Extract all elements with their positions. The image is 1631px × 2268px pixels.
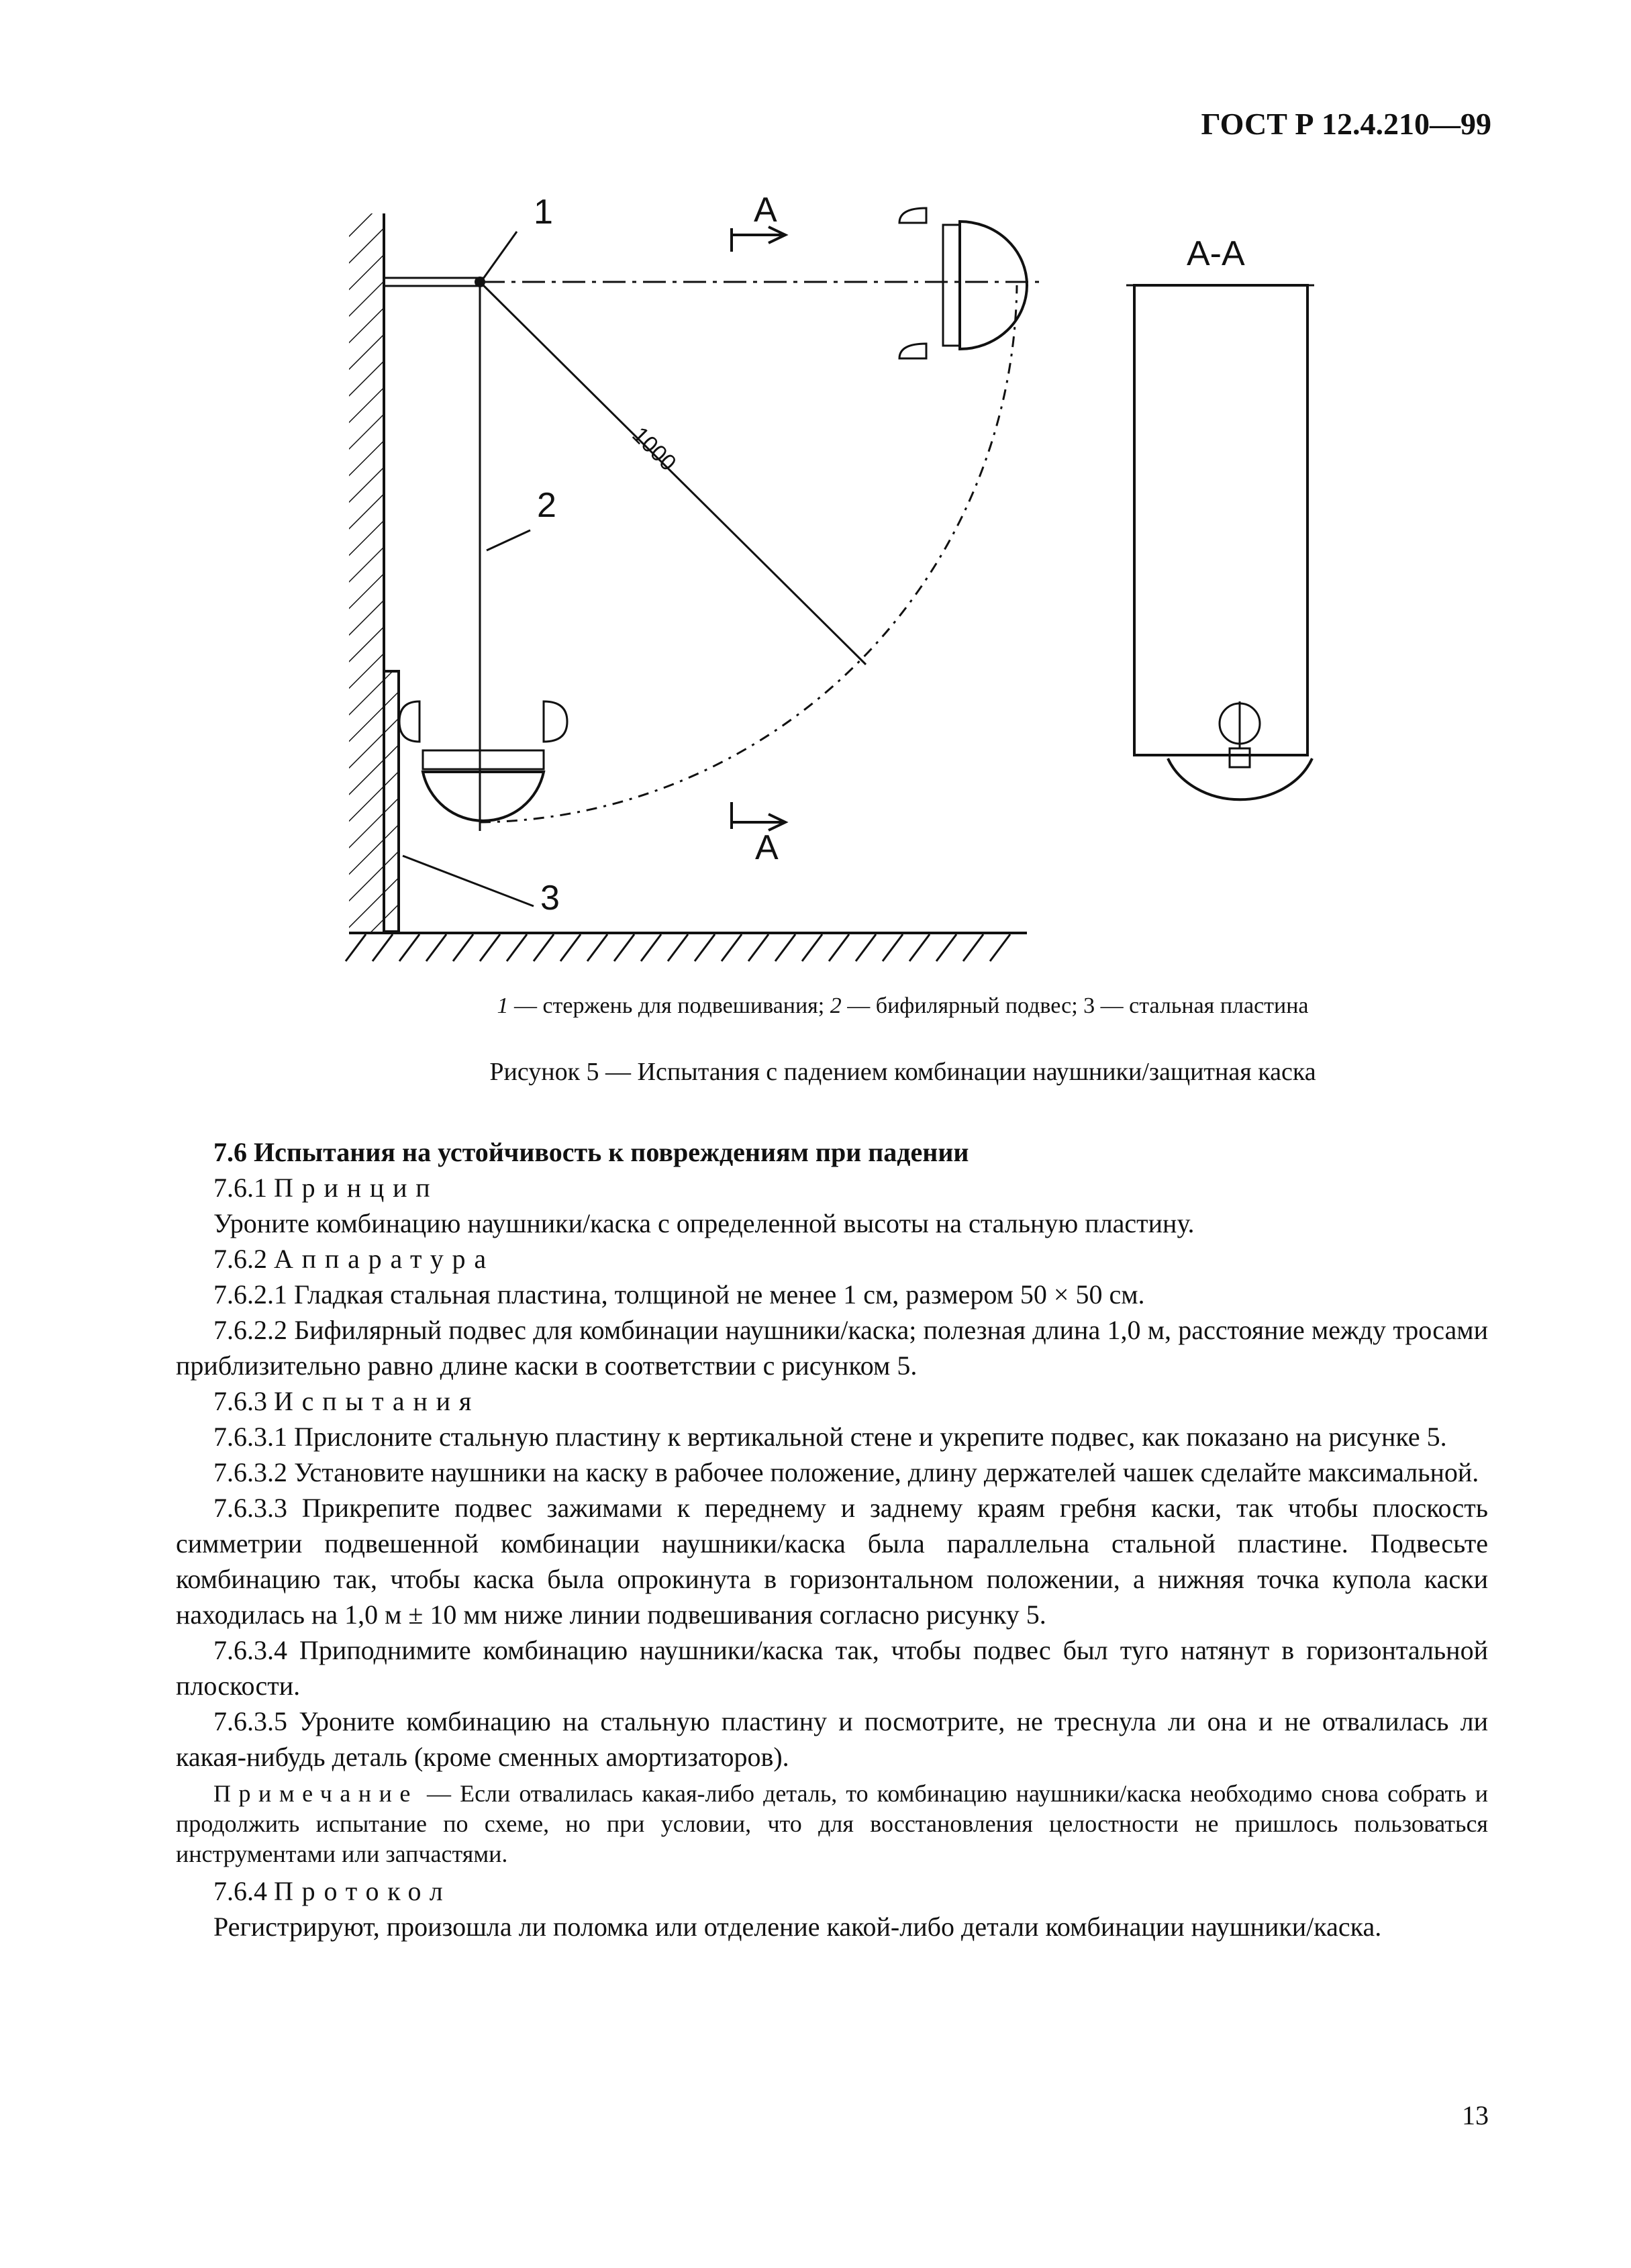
figure-legend: 1 — стержень для подвешивания; 2 — бифилярный подвес; 3 — стальная пластина [497,993,1309,1018]
paragraph-7-6-2-2: 7.6.2.2 Бифилярный подвес для комбинации наушники/каска; полезная длина 1,0 м, расстояние между тросами приблизительно равно длине каски в соответствии с рисунком 5. [176,1315,1488,1381]
label-2: 2 [537,486,556,525]
section-title: А-А [1187,234,1245,273]
section-heading: 7.6 Испытания на устойчивость к повреждениям при падении [213,1137,969,1167]
figure-5-drawing [0,0,1631,980]
radius-line [480,282,866,664]
paragraph-7-6-2-1: 7.6.2.1 Гладкая стальная пластина, толщиной не менее 1 см, размером 50 × 50 см. [213,1279,1145,1310]
section-7-6: 7.6 Испытания на устойчивость к повреждениям при падении 7.6.1 Принцип Уроните комбинацию наушники/каска с определенной высоты на стальную пластину. 7.6.2 Аппаратура 7.6.2.1 Гладкая стальная пластина, толщиной не менее 1 см, размером 50 × 50 см. 7.6.2.2 Бифилярный подвес для комбинации наушники/каска; полезная длина 1,0 м, расстояние между тросами приблизительно равно длине каски в соответствии с рисунком 5. 7.6.3 Испытания 7.6.3.1 Прислоните стальную пластину к вертикальной стене и укрепите подвес, как показано на рисунке 5. 7.6.3.2 Установите наушники на каску в рабочее положение, длину держателей чашек сделайте максимальной. 7.6.3.3 Прикрепите подвес зажимами к переднему и заднему краям гребня каски, так чтобы плоскость симметрии подвешенной комбинации наушники/каска была параллельна стальной пластине. Подвесьте комбинацию так, чтобы каска была опрокинута в горизонтальном положении, а нижняя точка купола каски находилась на 1,0 м ± 10 мм ниже линии подвешивания согласно рисунку 5. 7.6.3.4 Приподнимите комбинацию наушники/каска так, чтобы подвес был туго натянут в горизонтальной плоскости. 7.6.3.5 Уроните комбинацию на стальную пластину и посмотрите, не треснула ли она и не отвалилась ли какая-нибудь деталь (кроме сменных амортизаторов). Примечание — Если отвалилась какая-либо деталь, то комбинацию наушники/каска необходимо снова собрать и продолжить испытание по схеме, но при условии, что для восстановления целостности не пришлось пользоваться инструментами или запчастями. 7.6.4 Протокол Регистрируют, произошла ли поломка или отделение какой-либо детали комбинации наушники/каска. [176,1134,1488,1944]
subheading-report: Протокол [274,1876,452,1906]
dimension-1000: 1000 [627,422,681,477]
section-marker-top [732,227,785,252]
paragraph-7-6-3-4: 7.6.3.4 Приподнимите комбинацию наушники/каска так, чтобы подвес был туго натянут в горизонтальной плоскости. [176,1635,1488,1701]
label-section-bottom: А [755,828,779,867]
paragraph-7-6-3-2: 7.6.3.2 Установите наушники на каску в рабочее положение, длину держателей чашек сделайте максимальной. [213,1457,1479,1487]
floor-hatching [346,934,1010,961]
subheading-principle: Принцип [274,1173,439,1203]
subheading-tests: Испытания [274,1386,481,1416]
wall-hatching [349,213,384,932]
section-marker-bottom [732,802,785,830]
paragraph-7-6-3-5: 7.6.3.5 Уроните комбинацию на стальную пластину и посмотрите, не треснула ли она и не отвалилась ли какая-нибудь деталь (кроме сменных амортизаторов). [176,1706,1488,1772]
label-section-top: А [754,191,777,230]
label-3: 3 [540,879,560,918]
figure-caption: Рисунок 5 — Испытания с падением комбинации наушники/защитная каска [489,1058,1316,1086]
suspension-rod [384,278,482,286]
swing-arc [480,285,1017,822]
document-id: ГОСТ Р 12.4.210—99 [1201,107,1491,141]
report-text: Регистрируют, произошла ли поломка или отделение какой-либо детали комбинации наушники/каска. [213,1912,1382,1942]
label-1: 1 [534,193,553,232]
paragraph-7-6-3-1: 7.6.3.1 Прислоните стальную пластину к вертикальной стене и укрепите подвес, как показано на рисунке 5. [213,1422,1447,1452]
paragraph-7-6-3-3: 7.6.3.3 Прикрепите подвес зажимами к переднему и заднему краям гребня каски, так чтобы плоскость симметрии подвешенной комбинации наушники/каска была параллельна стальной пластине. Подвесьте комбинацию так, чтобы каска была опрокинута в горизонтальном положении, а нижняя точка купола каски находилась на 1,0 м ± 10 мм ниже линии подвешивания согласно рисунку 5. [176,1493,1488,1630]
principle-text: Уроните комбинацию наушники/каска с определенной высоты на стальную пластину. [213,1208,1195,1238]
page-number: 13 [1462,2100,1489,2130]
section-view-helmet [1168,758,1312,799]
helmet-bottom [423,772,544,821]
steel-plate [384,671,399,932]
note-label: Примечание [213,1780,418,1807]
note: Примечание — Если отвалилась какая-либо деталь, то комбинацию наушники/каска необходимо снова собрать и продолжить испытание по схеме, но при условии, что для восстановления целостности не пришлось пользоваться инструментами или запчастями. [176,1780,1488,1867]
subheading-apparatus: Аппаратура [274,1244,495,1274]
section-view-body [1134,285,1307,755]
